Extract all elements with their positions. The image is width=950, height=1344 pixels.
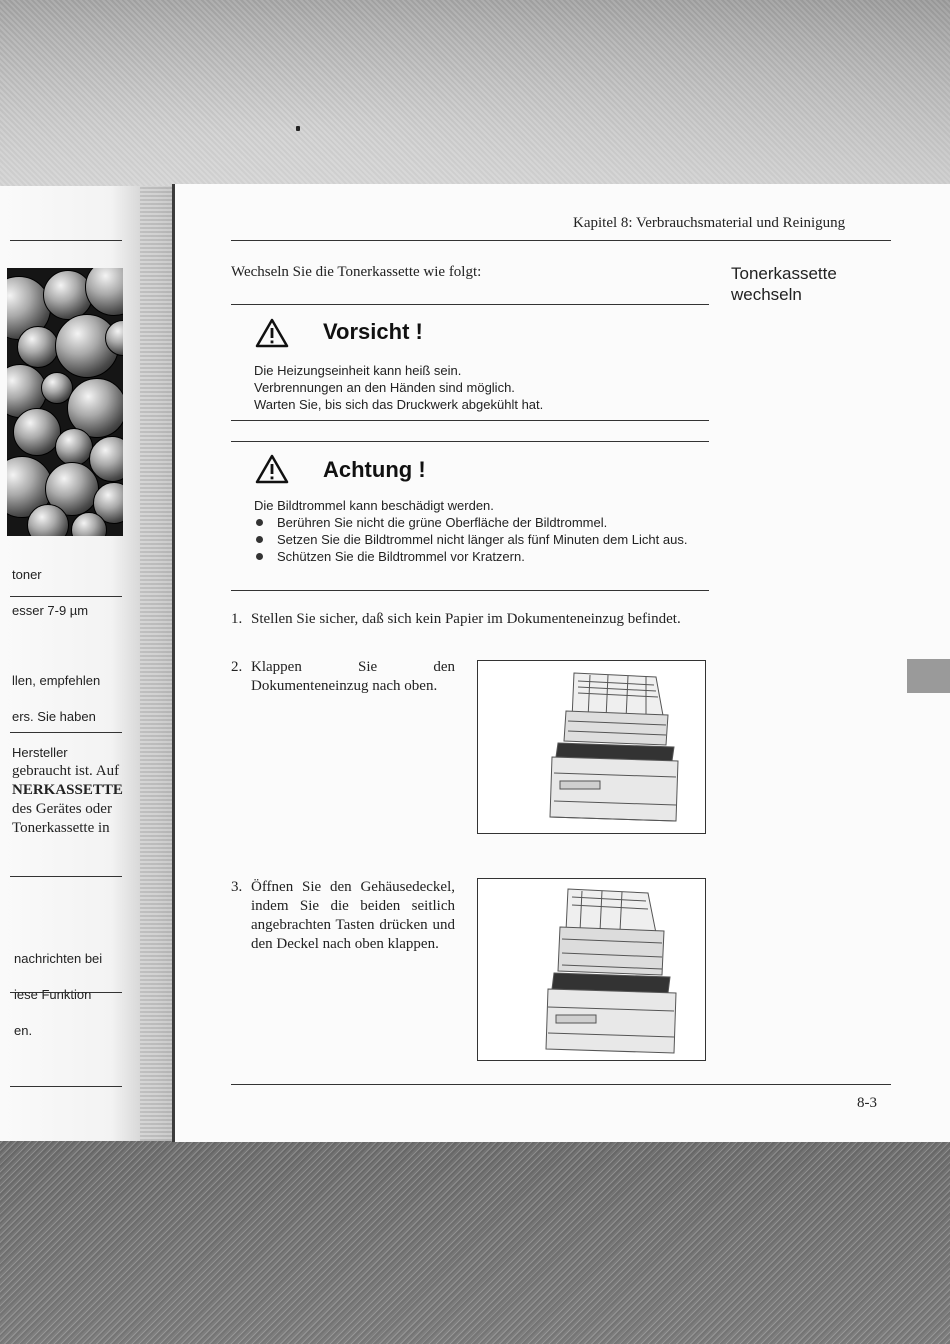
left-rule: [10, 992, 122, 993]
side-heading: Tonerkassette wechseln: [731, 264, 837, 304]
printer-illustration-1: [477, 660, 706, 834]
left-paragraph-3: nachrichten bei iese Funktion en.: [14, 951, 103, 1038]
footer-rule: [231, 1084, 891, 1085]
chapter-thumb-tab: [907, 659, 950, 693]
rule: [231, 420, 709, 421]
list-item: Berühren Sie nicht die grüne Oberfläche der Bildtrommel.: [254, 514, 694, 531]
chapter-header: Kapitel 8: Verbrauchsmaterial und Reinigung: [573, 215, 846, 231]
background-top: [0, 0, 950, 190]
left-rule: [10, 240, 122, 241]
attention-bullets: [254, 514, 694, 565]
left-paragraph-1: llen, empfehlen ers. Sie haben Hersteller: [12, 673, 101, 760]
left-paragraph-2: gebraucht ist. Auf NERKASSETTE des Gerätes oder Tonerkassette in: [12, 763, 123, 836]
step-text: Stellen Sie sicher, daß sich kein Papier im Dokumenteneinzug befindet.: [251, 611, 681, 627]
rule: [231, 441, 709, 442]
page-number: 8-3: [857, 1095, 877, 1111]
caution-body: Die Heizungseinheit kann heiß sein. Verbrennungen an den Händen sind möglich. Warten Sie, bis sich das Druckwerk abgekühlt hat.: [254, 363, 544, 412]
left-caption: toner esser 7-9 µm: [12, 567, 89, 618]
list-item: Setzen Sie die Bildtrommel nicht länger als fünf Minuten dem Licht aus.: [254, 531, 694, 548]
left-rule: [10, 732, 122, 733]
printer-illustration-2: [477, 878, 706, 1061]
list-item: Schützen Sie die Bildtrommel vor Kratzern.: [254, 548, 694, 565]
speck: [296, 126, 300, 131]
step-number: 1.: [231, 611, 243, 627]
toner-particle-photo: [7, 268, 123, 536]
right-page: [172, 184, 950, 1142]
left-rule: [10, 596, 122, 597]
caution-title: Vorsicht !: [323, 319, 423, 344]
header-rule: [231, 240, 891, 241]
rule: [231, 304, 709, 305]
step-number: 3.: [231, 879, 243, 895]
background-bottom: [0, 1140, 950, 1344]
step-text: Klappen Sie den Dokumenteneinzug nach oben.: [251, 659, 455, 694]
intro-text: Wechseln Sie die Tonerkassette wie folgt:: [231, 264, 482, 280]
warning-triangle-icon: [255, 454, 289, 484]
step-number: 2.: [231, 659, 243, 675]
attention-title: Achtung !: [323, 457, 426, 482]
rule: [231, 590, 709, 591]
warning-triangle-icon: [255, 318, 289, 348]
left-rule: [10, 876, 122, 877]
step-text: Öffnen Sie den Gehäusedeckel, indem Sie die beiden seitlich angebrachten Tasten drücken und den Deckel nach oben klappen.: [251, 879, 455, 952]
left-rule: [10, 1086, 122, 1087]
attention-body: Die Bildtrommel kann beschädigt werden. Berühren Sie nicht die grüne Oberfläche der Bildtrommel. Setzen Sie die Bildtrommel nicht länger als fünf Minuten dem Licht aus. Schützen Sie die Bildtrommel vor Kratzern.: [254, 497, 694, 565]
